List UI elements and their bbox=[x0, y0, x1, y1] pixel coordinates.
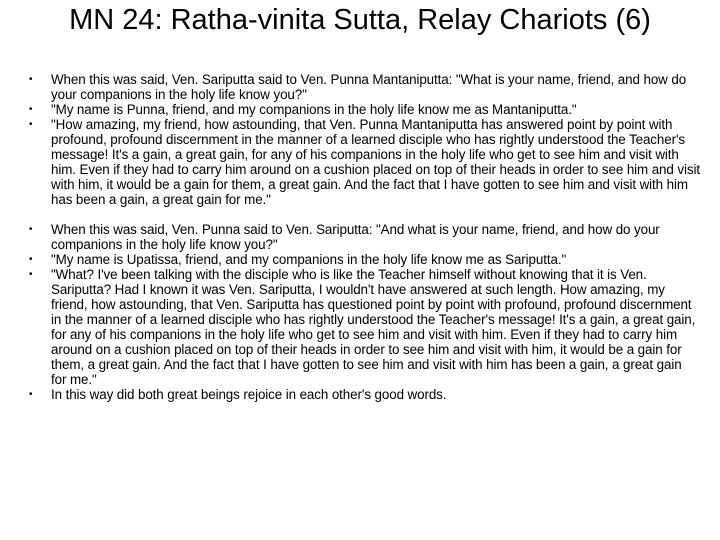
bullet-list bbox=[0, 72, 720, 402]
bullet-icon: • bbox=[29, 74, 33, 85]
bullet-item bbox=[0, 222, 720, 252]
bullet-text: "How amazing, my friend, how astounding, that Ven. Punna Mantaniputta has answered point by point with profound, profound discernment in the manner of a learned disciple who has rightly understood the Teacher's message! It's a gain, a great gain, for any of his companions in the holy life who get to see him and visit with him. Even if they had to carry him around on a cushion placed on top of their heads in order to see him and visit with him, it would be a gain for them, a great gain. And the fact that I have gotten to see him and visit with him has been a gain, a great gain for me." bbox=[51, 117, 700, 207]
bullet-icon: • bbox=[29, 104, 33, 115]
bullet-text: When this was said, Ven. Sariputta said to Ven. Punna Mantaniputta: "What is your name, friend, and how do your companions in the holy life know you?" bbox=[51, 72, 687, 102]
bullet-text: "My name is Upatissa, friend, and my companions in the holy life know me as Sariputta." bbox=[51, 252, 567, 267]
bullet-text: "My name is Punna, friend, and my companions in the holy life know me as Mantaniputta." bbox=[51, 102, 577, 117]
slide-title: MN 24: Ratha-vinita Sutta, Relay Chariots (6) bbox=[69, 4, 651, 36]
bullet-item bbox=[0, 267, 720, 387]
bullet-icon: • bbox=[29, 269, 33, 280]
bullet-item bbox=[0, 387, 720, 402]
bullet-item bbox=[0, 102, 720, 117]
bullet-item bbox=[0, 72, 720, 102]
bullet-text: "What? I've been talking with the disciple who is like the Teacher himself without knowing that it is Ven. Sariputta? Had I known it was Ven. Sariputta, I wouldn't have answered at such length. How amazing, my friend, how astounding, that Ven. Sariputta has questioned point by point with profound, profound discernment in the manner of a learned disciple who has rightly understood the Teacher's message! It's a gain, a great gain, for any of his companions in the holy life who get to see him and visit with him. Even if they had to carry him around on a cushion placed on top of their heads in order to see him and visit with him, it would be a gain for them, a great gain. And the fact that I have gotten to see him and visit with him has been a gain, a great gain for me." bbox=[51, 267, 696, 387]
bullet-icon: • bbox=[29, 119, 33, 130]
bullet-text: In this way did both great beings rejoice in each other's good words. bbox=[51, 387, 447, 402]
bullet-item bbox=[0, 252, 720, 267]
bullet-icon: • bbox=[29, 254, 33, 265]
bullet-icon: • bbox=[29, 224, 33, 235]
bullet-icon: • bbox=[29, 389, 33, 400]
bullet-text: When this was said, Ven. Punna said to Ven. Sariputta: "And what is your name, friend, and how do your companions in the holy life know you?" bbox=[51, 222, 660, 252]
bullet-item bbox=[0, 117, 720, 207]
